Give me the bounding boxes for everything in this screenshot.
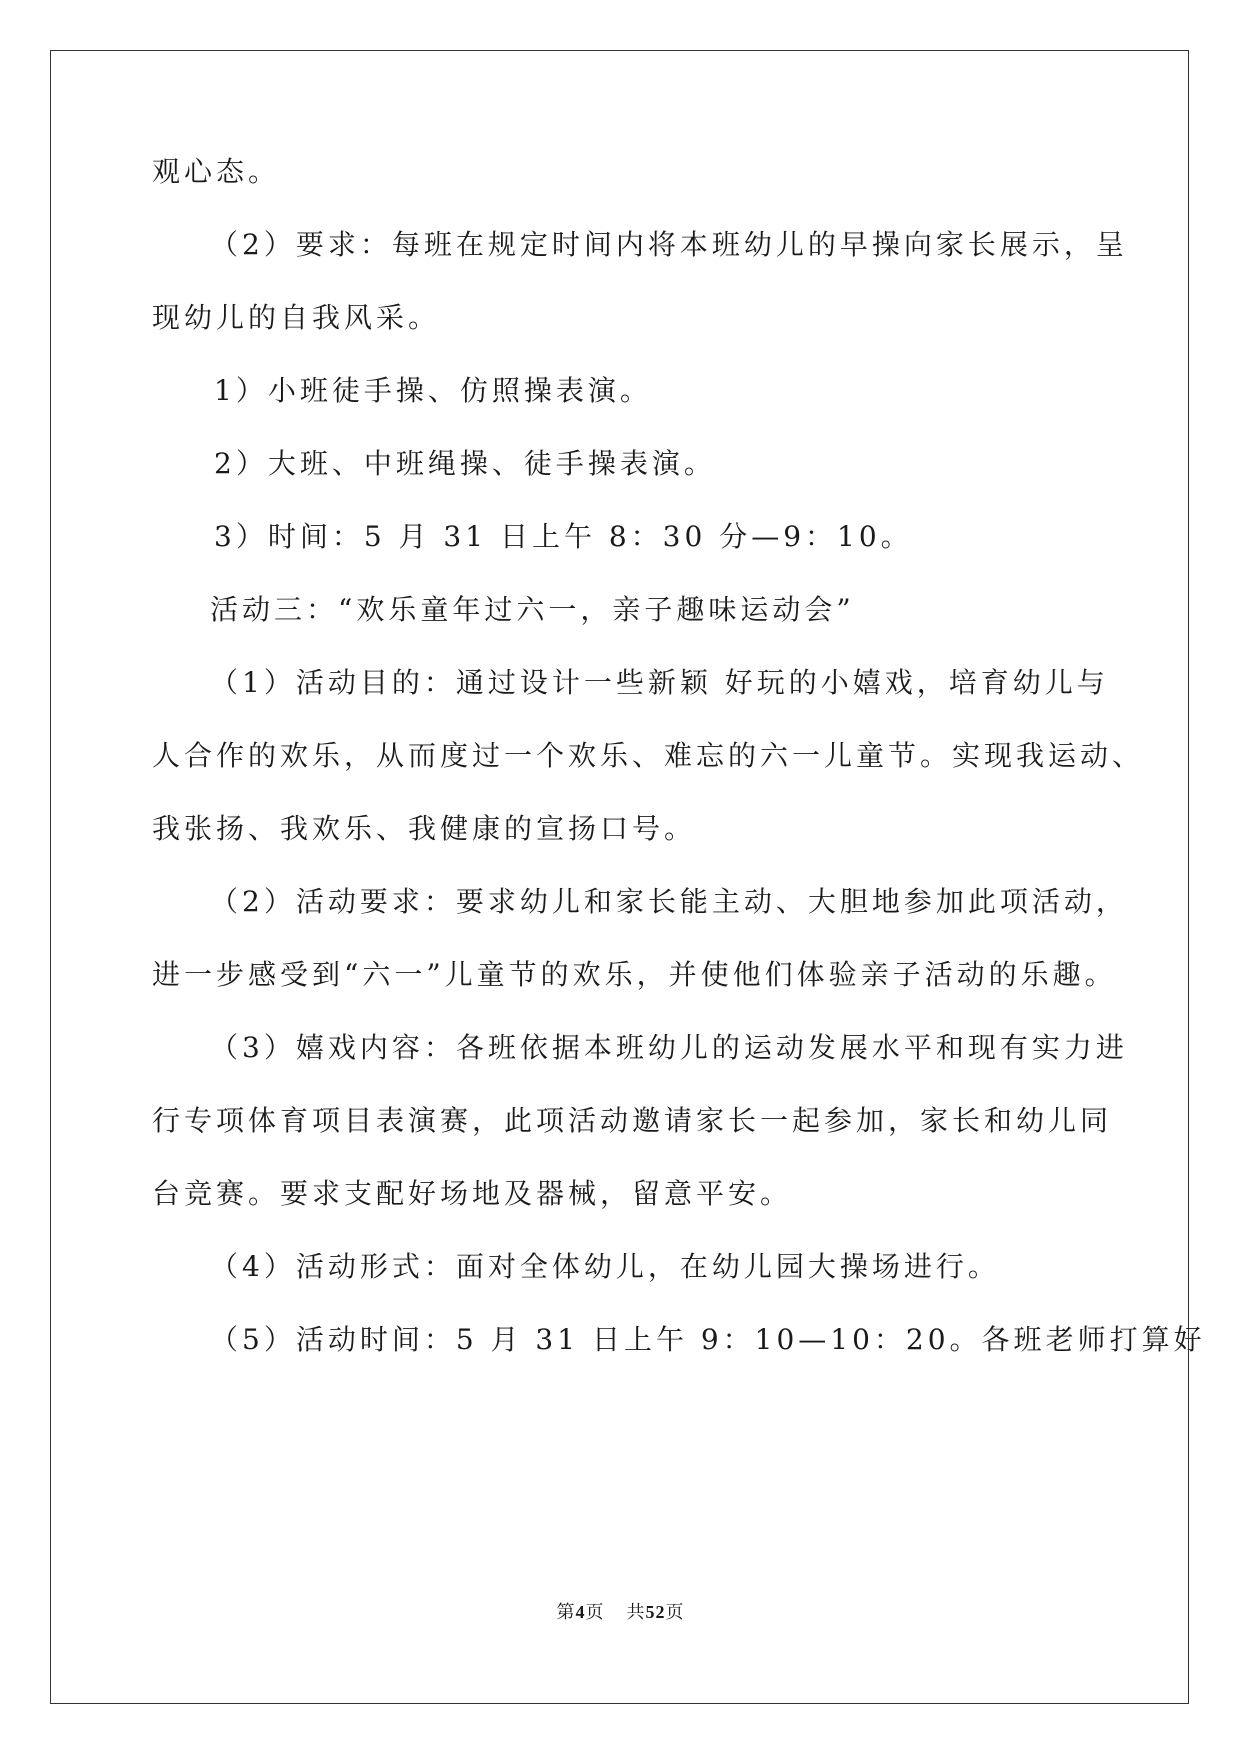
- paragraph-line: 进一步感受到“六一”儿童节的欢乐，并使他们体验亲子活动的乐趣。: [152, 958, 1117, 991]
- paragraph-line: （2）要求：每班在规定时间内将本班幼儿的早操向家长展示，呈: [210, 228, 1128, 261]
- paragraph-line: 台竞赛。要求支配好场地及器械，留意平安。: [152, 1177, 793, 1210]
- paragraph-line: 我张扬、我欢乐、我健康的宣扬口号。: [152, 812, 697, 845]
- footer-page-prefix: 第: [556, 1602, 576, 1623]
- paragraph-line: 2）大班、中班绳操、徒手操表演。: [214, 447, 716, 480]
- footer-total-prefix: 共: [626, 1602, 646, 1623]
- footer-total-pages: 52: [645, 1602, 666, 1622]
- footer-total-suffix: 页: [665, 1602, 685, 1623]
- paragraph-line: （4）活动形式：面对全体幼儿，在幼儿园大操场进行。: [210, 1250, 1000, 1283]
- paragraph-line: （1）活动目的：通过设计一些新颖 好玩的小嬉戏，培育幼儿与: [210, 666, 1109, 699]
- footer-page-number: 4: [575, 1602, 586, 1622]
- paragraph-line: 活动三：“欢乐童年过六一，亲子趣味运动会”: [210, 593, 855, 626]
- page-footer: [0, 1598, 1241, 1624]
- paragraph-line: 人合作的欢乐，从而度过一个欢乐、难忘的六一儿童节。实现我运动、: [152, 739, 1145, 772]
- footer-page-suffix: 页: [585, 1602, 605, 1623]
- paragraph-line: 现幼儿的自我风采。: [152, 301, 441, 334]
- paragraph-line: 3）时间：5 月 31 日上午 8：30 分—9：10。: [214, 520, 913, 553]
- paragraph-line: （3）嬉戏内容：各班依据本班幼儿的运动发展水平和现有实力进: [210, 1031, 1128, 1064]
- paragraph-line: 1）小班徒手操、仿照操表演。: [214, 374, 652, 407]
- paragraph-line: 观心态。: [152, 155, 281, 188]
- paragraph-line: 行专项体育项目表演赛，此项活动邀请家长一起参加，家长和幼儿同: [152, 1104, 1113, 1137]
- paragraph-line: （2）活动要求：要求幼儿和家长能主动、大胆地参加此项活动，: [210, 885, 1128, 918]
- paragraph-line: （5）活动时间：5 月 31 日上午 9：10—10：20。各班老师打算好: [210, 1323, 1206, 1356]
